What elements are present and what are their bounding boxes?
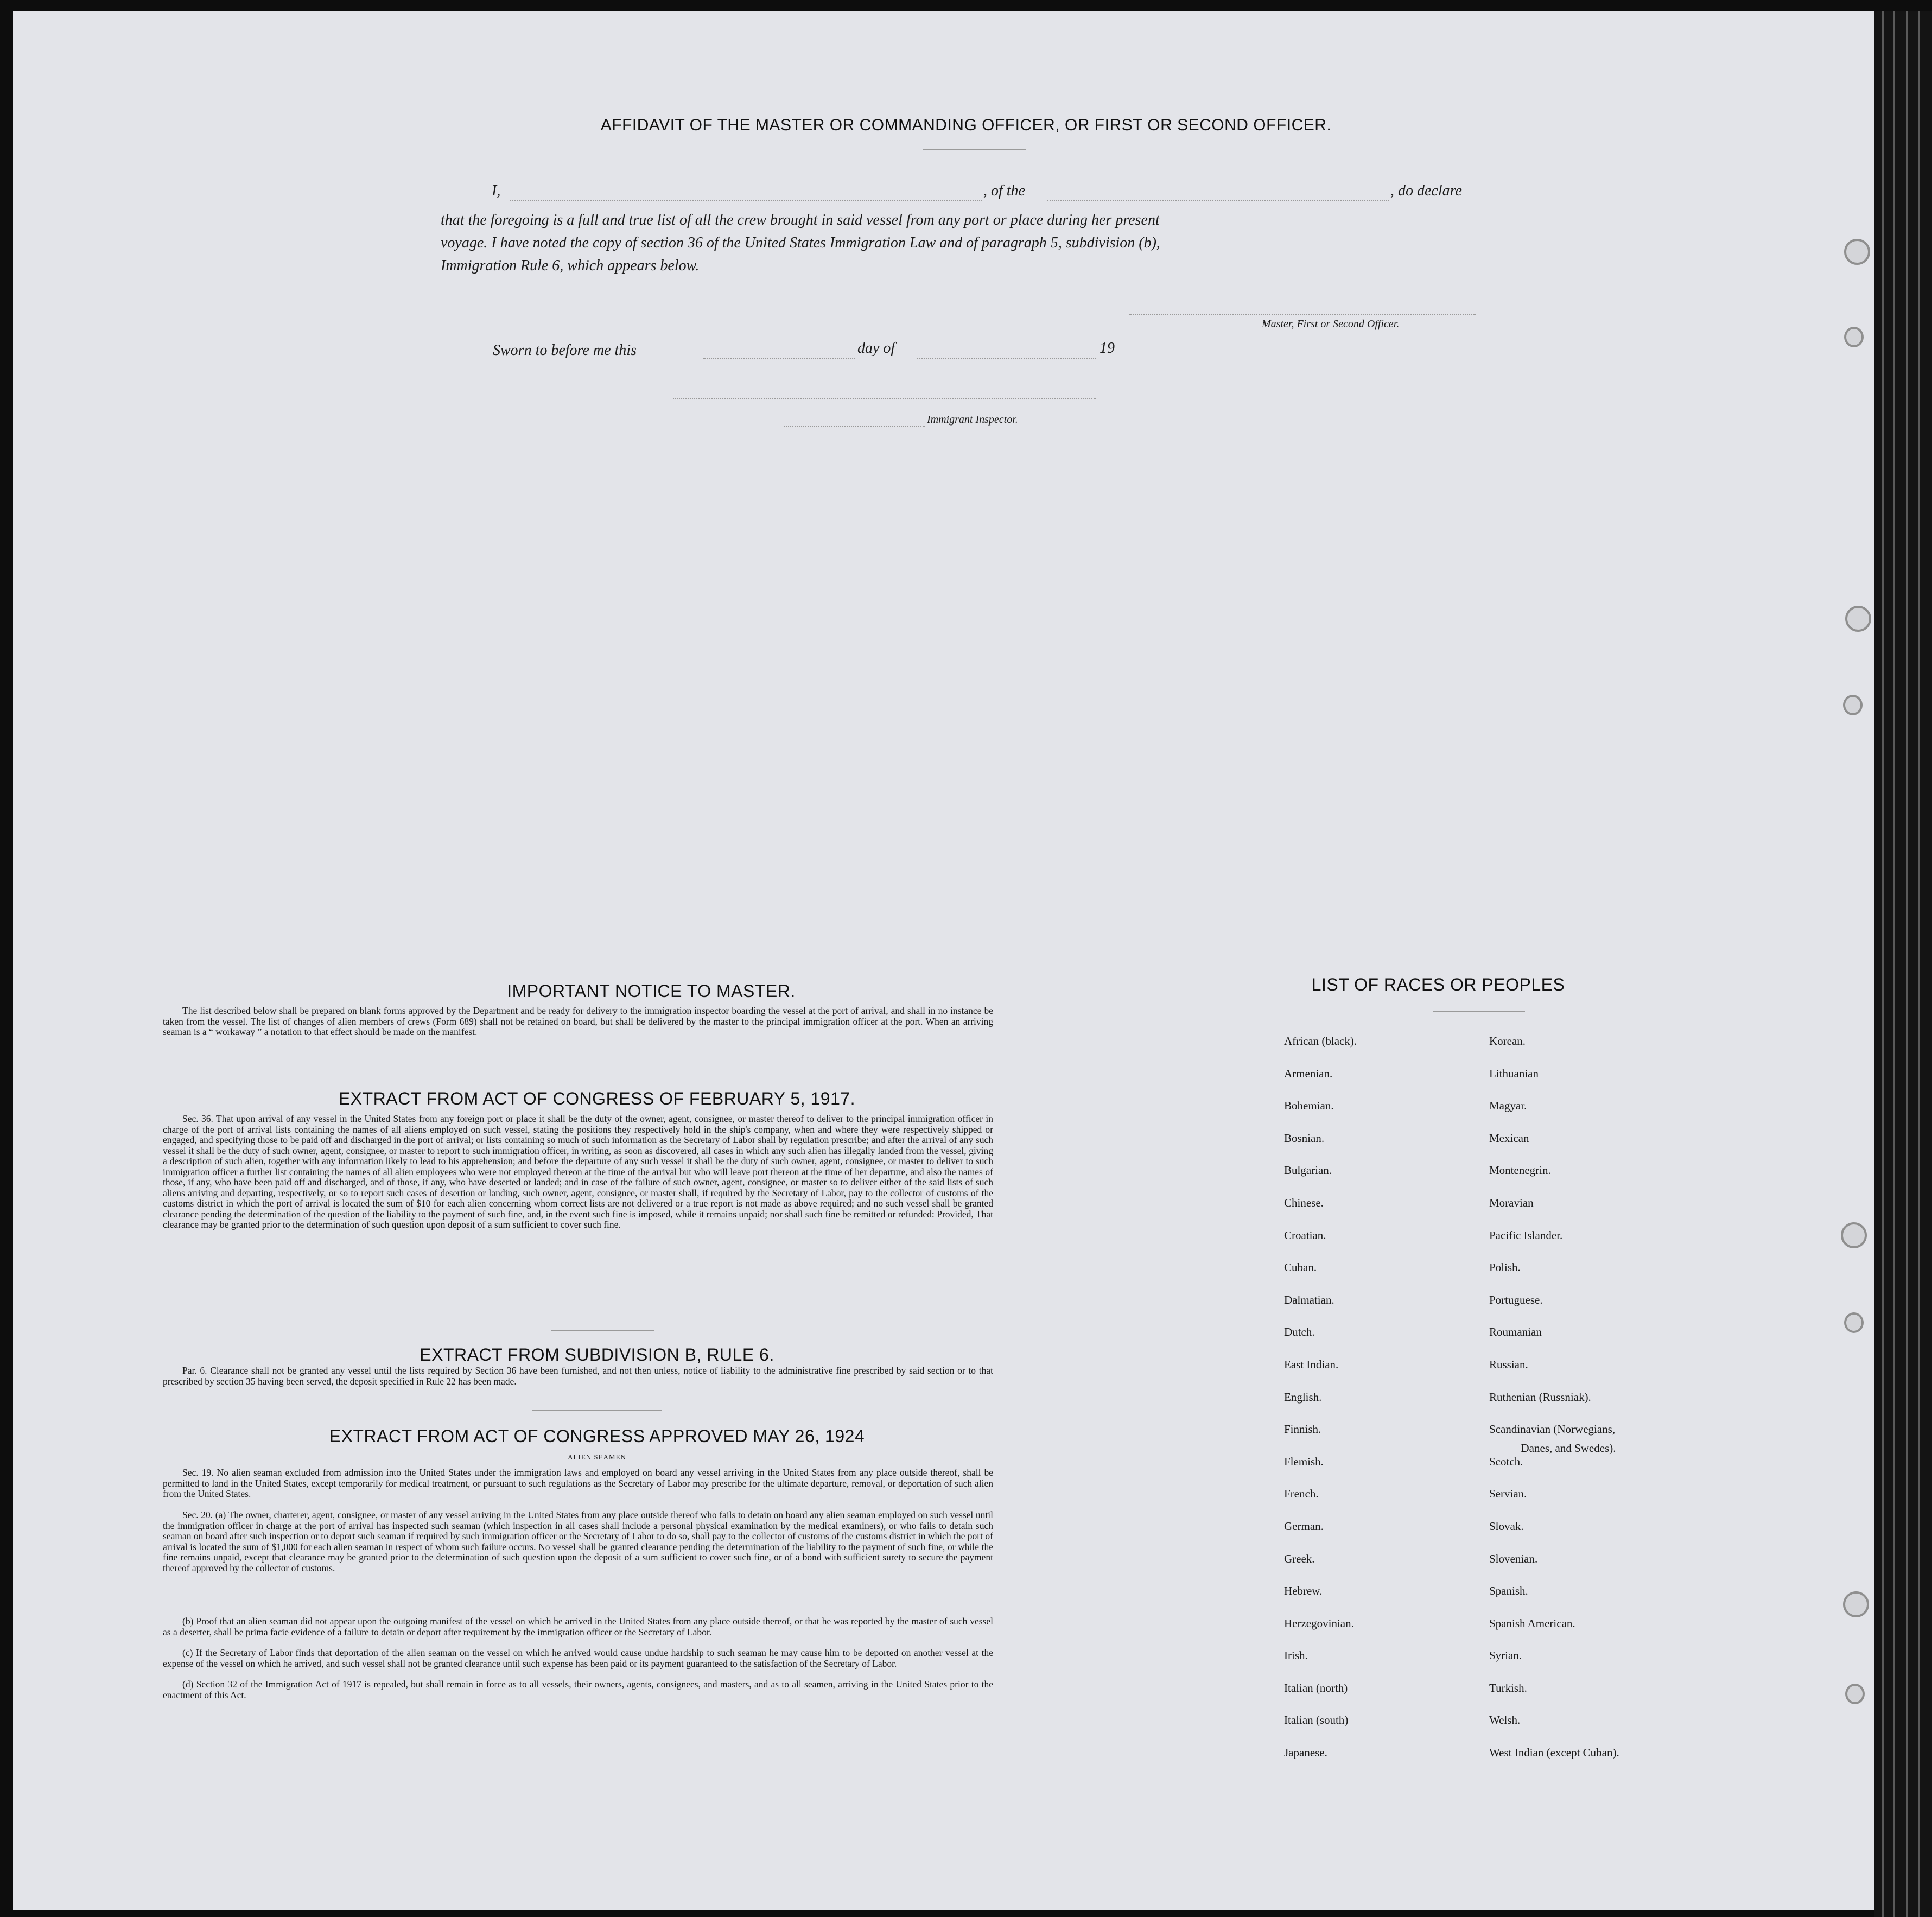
race-item: Spanish. [1489,1584,1528,1598]
race-item: Greek. [1284,1552,1315,1565]
race-item: Japanese. [1284,1746,1327,1760]
master-signature-blank[interactable] [1129,314,1476,315]
sec20b-text: (b) Proof that an alien seaman did not appear upon the outgoing manifest of the vessel on which he arrived in the United States from any place outside thereof, or that he was reported by the master of such vessel as a deserter, shall be prima facie evidence of a failure to detain or deport after requirement by the immigration officer or the Secretary of Labor. [163,1616,993,1637]
races-column-1 [1284,1034,1357,1779]
race-item: Montenegrin. [1489,1164,1551,1177]
sworn-month-blank[interactable] [917,358,1096,359]
race-item: Syrian. [1489,1649,1522,1662]
inspector-signature-blank[interactable] [784,426,925,427]
race-item-continuation: Danes, and Swedes). [1521,1442,1616,1455]
race-item: Scandinavian (Norwegians, [1489,1423,1616,1436]
punch-hole-icon [1845,606,1871,632]
race-item: West Indian (except Cuban). [1489,1746,1619,1760]
race-item: Dutch. [1284,1325,1315,1339]
affidavit-of-the: , of the [983,182,1025,199]
race-item: Portuguese. [1489,1293,1543,1306]
races-divider [1433,1011,1525,1012]
inspector-caption: Immigrant Inspector. [927,414,1018,426]
name-blank[interactable] [510,200,982,201]
rule6-text: Par. 6. Clearance shall not be granted any vessel until the lists required by Section 36 have been furnished, and not then unless, notice of liability to the administrative fine prescribed by said section or to that prescribed by section 35 having been served, the deposit specified in Rule 22 has been made. [163,1365,993,1387]
race-item: Polish. [1489,1261,1521,1274]
race-item: Bosnian. [1284,1131,1325,1145]
day-of-label: day of [857,340,895,357]
sworn-label: Sworn to before me this [493,342,637,359]
race-item: Russian. [1489,1357,1528,1371]
race-item: Slovenian. [1489,1552,1538,1565]
master-caption: Master, First or Second Officer. [1262,318,1400,330]
race-item: Croatian. [1284,1228,1326,1242]
race-item: Ruthenian (Russniak). [1489,1390,1591,1404]
race-item: French. [1284,1487,1319,1501]
race-item: Chinese. [1284,1196,1324,1209]
section-divider [532,1410,662,1411]
punch-hole-icon [1843,695,1863,715]
page-edge [1918,11,1920,1917]
race-item: Herzegovinian. [1284,1616,1354,1630]
affidavit-line-2: that the foregoing is a full and true list of all the crew brought in said vessel from any port or place during her present [441,212,1160,228]
race-item: Spanish American. [1489,1616,1575,1630]
race-item: Italian (south) [1284,1713,1349,1727]
page-edge [1882,11,1884,1917]
affidavit-do-declare: , do declare [1390,182,1462,199]
race-item: Scotch. [1489,1455,1523,1468]
races-column-2 [1489,1034,1619,1779]
race-item: German. [1284,1519,1324,1533]
race-item: Roumanian [1489,1325,1542,1339]
race-item: Finnish. [1284,1423,1321,1436]
page-edge-stack [1874,11,1932,1917]
sworn-day-blank[interactable] [703,358,855,359]
race-item: Mexican [1489,1131,1529,1145]
affidavit-line-3: voyage. I have noted the copy of section 36 of the United States Immigration Law and of paragraph 5, subdivision (b), [441,234,1160,251]
page-edge [1906,11,1908,1917]
sec20a-text: Sec. 20. (a) The owner, charterer, agent, consignee, or master of any vessel arriving in the United States from any place outside thereof who fails to detain on board any alien seaman employed on such vessel until the immigration officer in charge at the port of arrival has inspected such seaman (which inspection in all cases shall include a personal physical examination by the medical examiners), or who fails to detain such seaman on board after such inspection or to deport such seaman if required by such immigration officer or the Secretary of Labor to do so, shall pay to the collector of customs of the customs district in which the port of arrival is located the sum of $1,000 for each alien seaman in respect of whom such failure occurs. No vessel shall be granted clearance pending the determination of the liability to the payment of such fine, or while the fine remains unpaid, except that clearance may be granted prior to the determination of such question upon the deposit of a sum sufficient to cover such fine, or of a bond with sufficient surety to secure the payment thereof approved by the collector of customs. [163,1509,993,1573]
race-item: Magyar. [1489,1099,1527,1113]
punch-hole-icon [1844,327,1864,347]
inspector-line-upper [673,398,1096,399]
race-item: Hebrew. [1284,1584,1323,1598]
vessel-blank[interactable] [1047,200,1389,201]
race-item: Cuban. [1284,1261,1317,1274]
extract-1917-title: EXTRACT FROM ACT OF CONGRESS OF FEBRUARY 5, 1917. [338,1089,856,1108]
punch-hole-icon [1841,1222,1867,1248]
affidavit-title: AFFIDAVIT OF THE MASTER OR COMMANDING OFFICER, OR FIRST OR SECOND OFFICER. [600,116,1332,134]
section-divider [551,1330,654,1331]
extract-1924-title: EXTRACT FROM ACT OF CONGRESS APPROVED MAY 26, 1924 [329,1426,865,1446]
punch-hole-icon [1844,1312,1864,1333]
year-prefix: 19 [1100,340,1115,357]
page-edge [1893,11,1895,1917]
race-item: Lithuanian [1489,1067,1539,1080]
race-item: Servian. [1489,1487,1527,1501]
race-item: Flemish. [1284,1455,1324,1468]
race-item: Irish. [1284,1649,1308,1662]
races-title: LIST OF RACES OR PEOPLES [1311,975,1565,994]
affidavit-i-label: I, [492,182,501,199]
sec19-text: Sec. 19. No alien seaman excluded from admission into the United States under the immigration laws and employed on board any vessel arriving in the United States from any place outside thereof, shall be permitted to land in the United States, except temporarily for medical treatment, or pursuant to such regulations as the Secretary of Labor may prescribe for the ultimate departure, removal, or deportation of such alien from the United States. [163,1467,993,1499]
notice-text: The list described below shall be prepared on blank forms approved by the Department and be ready for delivery to the immigration inspector boarding the vessel at the port of arrival, and shall in no instance be taken from the vessel. The list of changes of alien members of crews (Form 689) shall not be retained on board, but shall be delivered by the master to the principal immigration officer at the port. When an arriving seaman is a “ workaway ” a notation to that effect should be made on the manifest. [163,1005,993,1037]
notice-title: IMPORTANT NOTICE TO MASTER. [507,981,796,1001]
race-item: Italian (north) [1284,1681,1348,1694]
race-item: African (black). [1284,1034,1357,1048]
title-divider [923,149,1026,150]
race-item: Welsh. [1489,1713,1521,1727]
punch-hole-icon [1845,1684,1865,1704]
affidavit-line-4: Immigration Rule 6, which appears below. [441,257,700,274]
punch-hole-icon [1843,1591,1869,1617]
punch-hole-icon [1844,239,1870,265]
rule6-title: EXTRACT FROM SUBDIVISION B, RULE 6. [420,1345,774,1364]
race-item: Korean. [1489,1034,1526,1048]
race-item: English. [1284,1390,1322,1404]
race-item: Armenian. [1284,1067,1333,1080]
race-item: Bulgarian. [1284,1164,1332,1177]
extract-1917-text: Sec. 36. That upon arrival of any vessel in the United States from any foreign port or place it shall be the duty of the owner, agent, consignee, or master thereof to deliver to the principal immigration officer in charge of the port of arrival lists containing the names of all aliens employed on such vessel, stating the positions they respectively hold in the ship's company, when and where they were respectively shipped or engaged, and specifying those to be paid off and discharged in the port of arrival; or lists containing so much of such information as the Secretary of Labor shall by regulation prescribe; and after the arrival of any such vessel it shall be the duty of such owner, agent, consignee, or master to report to such immigration officer, in writing, as soon as discovered, all cases in which any such alien has illegally landed from the vessel, giving a description of such alien, together with any information likely to lead to his apprehension; and before the departure of any such vessel it shall be the duty of such owner, agent, consignee, or master to deliver to such immigration officer a further list containing the names of all alien employees who were not employed thereon at the time of the arrival but who will leave port thereon at the time of her departure, and also the names of those, if any, who have been paid off and discharged, and of those, if any, who have deserted or landed; and in case of the failure of such owner, agent, consignee, or master so to deliver either of the said lists of such aliens arriving and departing, respectively, or so to report such cases of desertion or landing, such owner, agent, consignee, or master shall, if required by the Secretary of Labor, pay to the collector of customs of the customs district in which the port of arrival is located the sum of $10 for each alien concerning whom correct lists are not delivered or a true report is not made as above required; and no such vessel shall be granted clearance pending the determination of the question of the liability to the payment of such fine, and, in the event such fine is imposed, while it remains unpaid; nor shall such fine be remitted or refunded: Provided, That clearance may be granted prior to the determination of such question upon deposit of a sum sufficient to cover such fine. [163,1113,993,1230]
sec20c-text: (c) If the Secretary of Labor finds that deportation of the alien seaman on the vessel on which he arrived would cause undue hardship to such seaman he may cause him to be deported on another vessel at the expense of the vessel on which he arrived, and such vessel shall not be granted clearance until such expense has been paid or its payment guaranteed to the satisfaction of the Secretary of Labor. [163,1647,993,1669]
race-item: Pacific Islander. [1489,1228,1563,1242]
race-item: Bohemian. [1284,1099,1334,1113]
race-item: Turkish. [1489,1681,1527,1694]
race-item: Slovak. [1489,1519,1524,1533]
race-item: Moravian [1489,1196,1534,1209]
alien-seamen-subhead: ALIEN SEAMEN [568,1453,626,1461]
race-item: East Indian. [1284,1357,1339,1371]
race-item: Dalmatian. [1284,1293,1334,1306]
sec20d-text: (d) Section 32 of the Immigration Act of 1917 is repealed, but shall remain in force as to all vessels, their owners, agents, consignees, and masters, and as to all seamen, arriving in the United States prior to the enactment of this Act. [163,1679,993,1700]
